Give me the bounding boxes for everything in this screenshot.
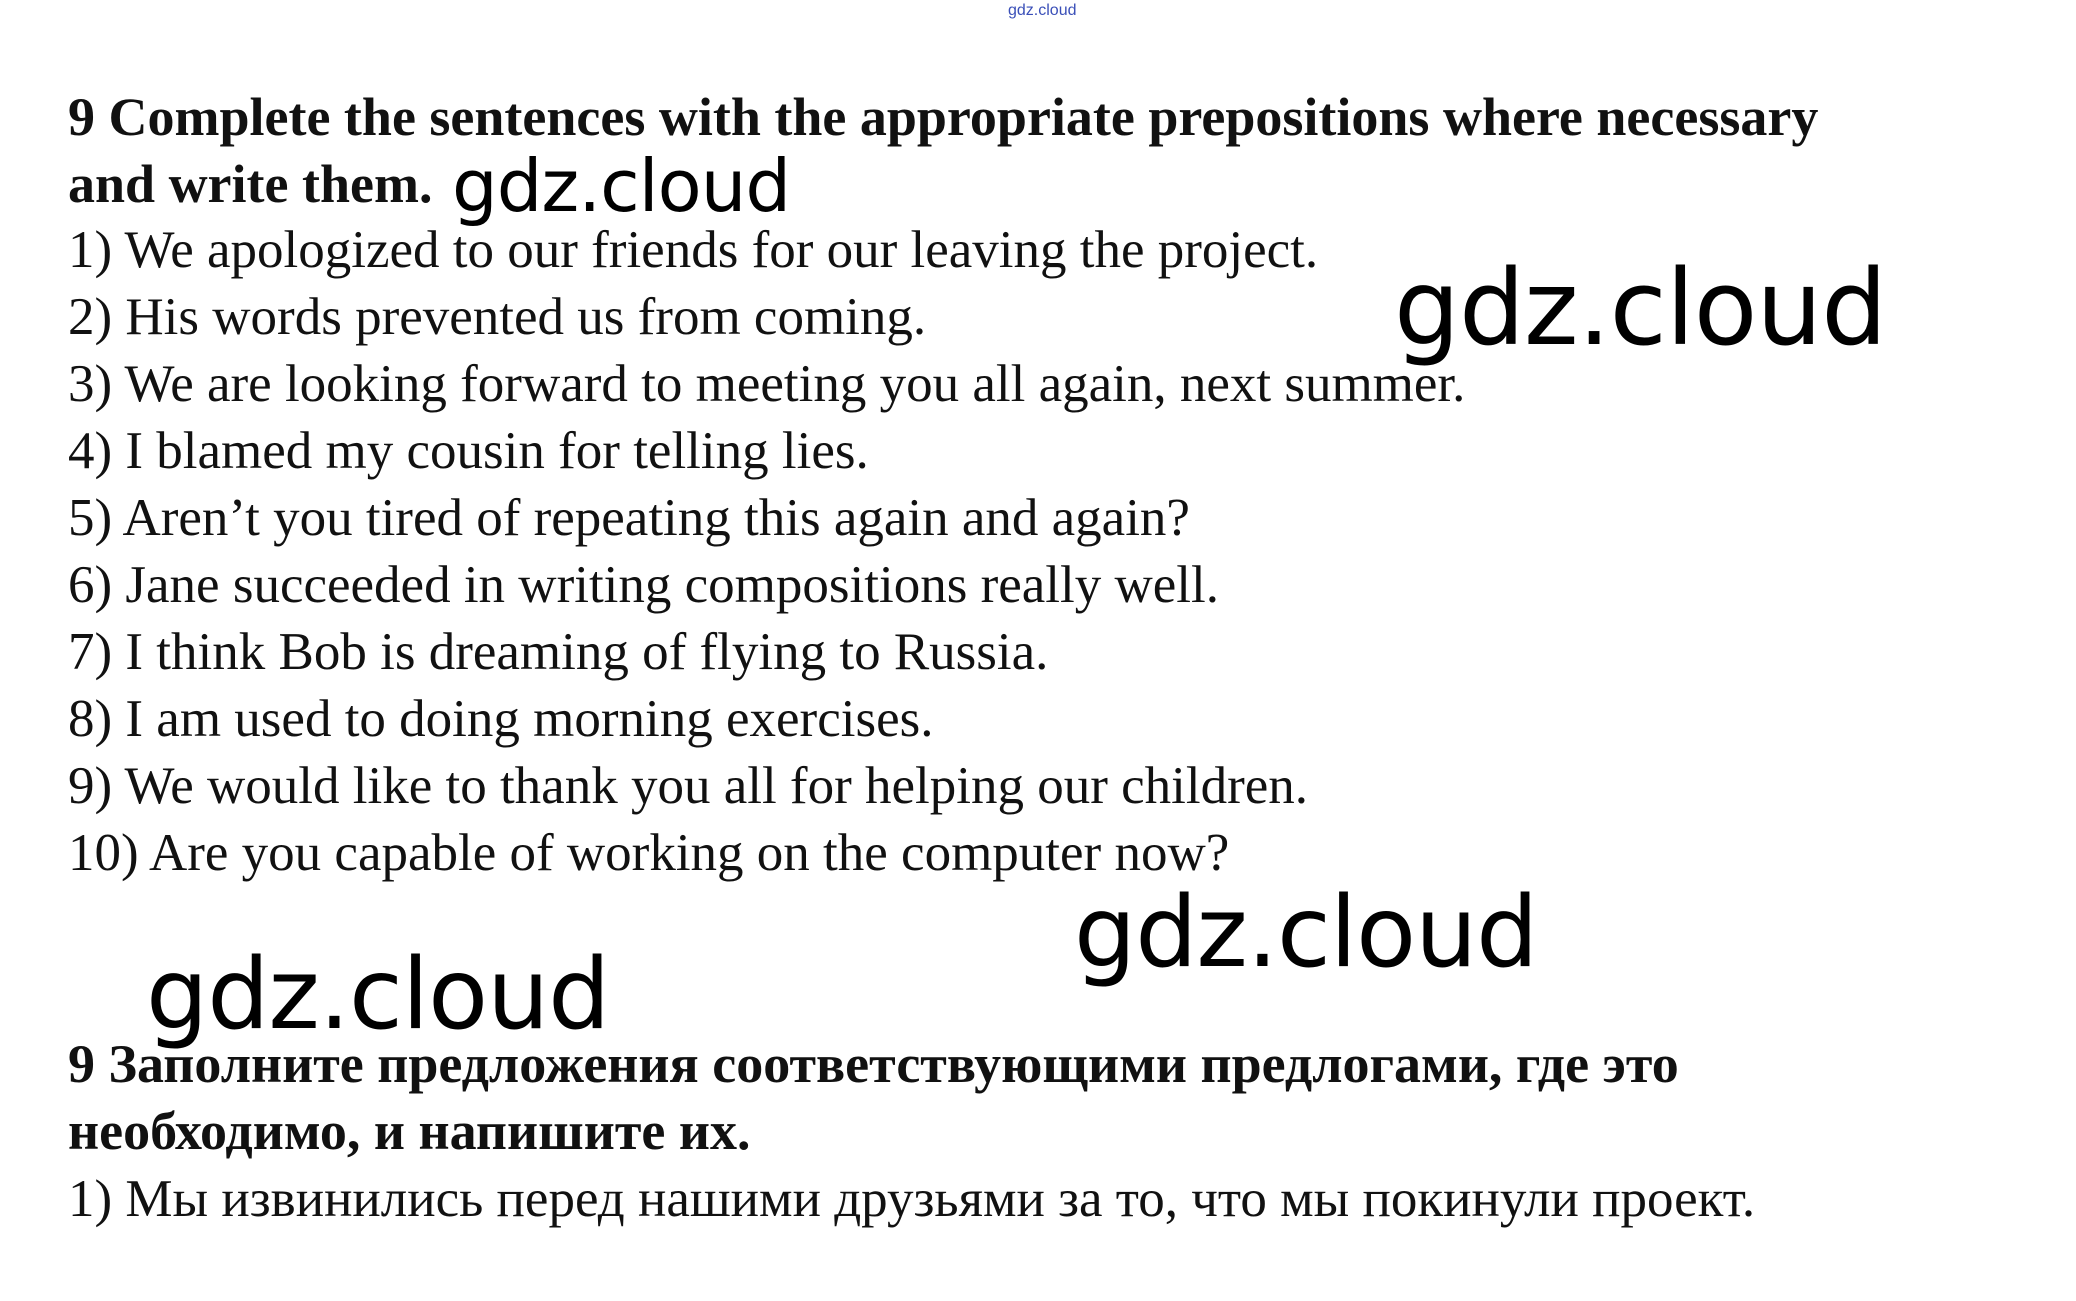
english-sentence-2: 2) His words prevented us from coming. bbox=[68, 288, 927, 346]
english-heading-line-1: 9 Complete the sentences with the appropriate prepositions where necessary bbox=[68, 87, 1819, 147]
watermark-text: gdz.cloud bbox=[1074, 876, 1538, 990]
english-sentence-10: 10) Are you capable of working on the computer now? bbox=[68, 824, 1230, 882]
english-sentence-9: 9) We would like to thank you all for helping our children. bbox=[68, 757, 1308, 815]
russian-heading-line-2: необходимо, и напишите их. bbox=[68, 1101, 751, 1161]
english-sentence-1: 1) We apologized to our friends for our leaving the project. bbox=[68, 221, 1319, 279]
english-sentence-7: 7) I think Bob is dreaming of flying to Russia. bbox=[68, 623, 1049, 681]
english-sentence-6: 6) Jane succeeded in writing compositions really well. bbox=[68, 556, 1219, 614]
russian-sentence-1: 1) Мы извинились перед нашими друзьями за то, что мы покинули проект. bbox=[68, 1170, 1756, 1228]
watermark-text: gdz.cloud bbox=[146, 938, 610, 1052]
english-heading-line-2: and write them. bbox=[68, 154, 433, 214]
watermark-text: gdz.cloud bbox=[1394, 247, 1887, 369]
top-watermark-text: gdz.cloud bbox=[1008, 2, 1077, 19]
watermark-text: gdz.cloud bbox=[452, 144, 791, 228]
english-sentence-4: 4) I blamed my cousin for telling lies. bbox=[68, 422, 869, 480]
russian-heading-line-1: 9 Заполните предложения соответствующими предлогами, где это bbox=[68, 1034, 1679, 1094]
english-sentence-5: 5) Aren’t you tired of repeating this again and again? bbox=[68, 489, 1190, 547]
english-sentence-3: 3) We are looking forward to meeting you all again, next summer. bbox=[68, 355, 1466, 413]
english-sentence-8: 8) I am used to doing morning exercises. bbox=[68, 690, 934, 748]
